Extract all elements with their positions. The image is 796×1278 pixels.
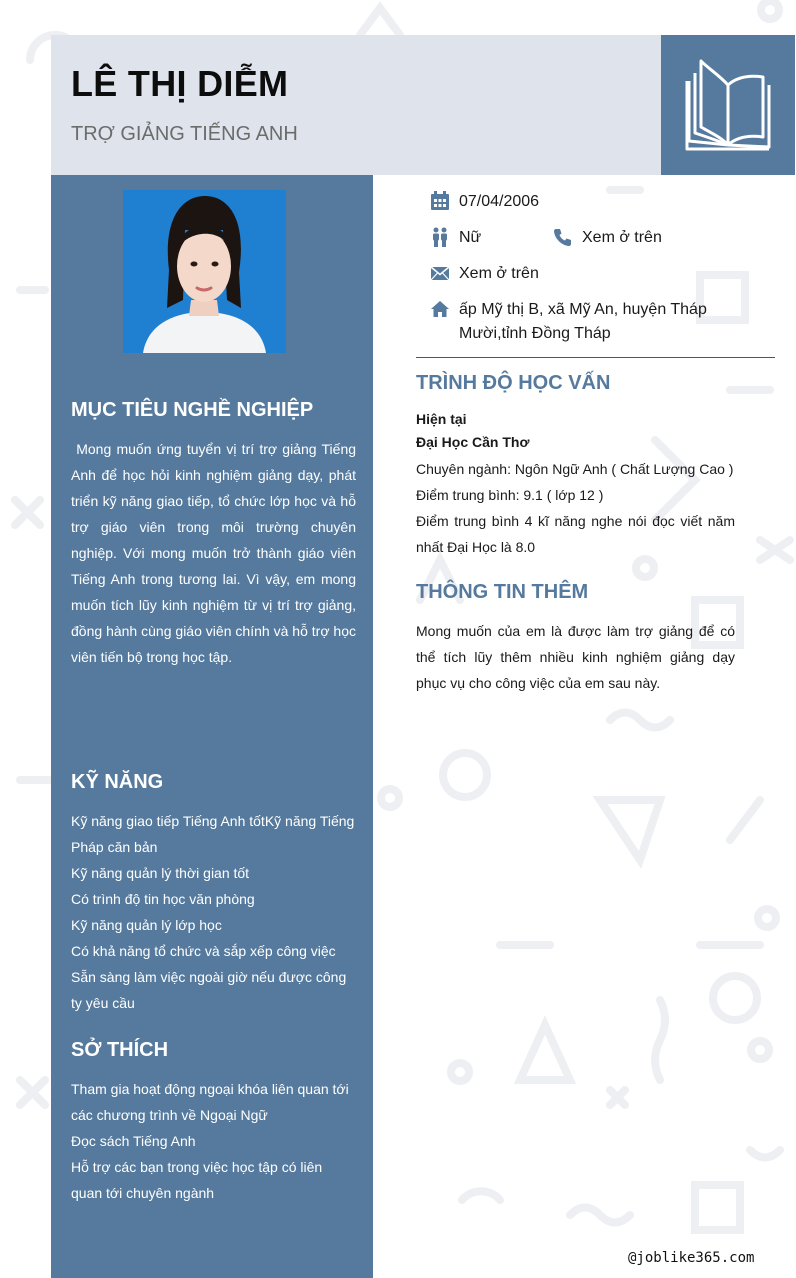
education-period: Hiện tại	[416, 411, 467, 427]
section-divider	[416, 357, 775, 358]
education-gpa: Điểm trung bình: 9.1 ( lớp 12 )	[416, 487, 604, 503]
education-school: Đại Học Cần Thơ	[416, 434, 530, 450]
address-row	[430, 298, 775, 346]
phone-icon	[553, 227, 573, 247]
email-row	[430, 262, 539, 286]
additional-info-heading: THÔNG TIN THÊM	[416, 581, 589, 603]
profile-photo	[123, 190, 286, 353]
gender-icon	[430, 227, 450, 247]
list-item: Có trình độ tin học văn phòng	[71, 891, 255, 907]
header-icon-box	[661, 35, 795, 175]
career-objective-heading: MỤC TIÊU NGHỀ NGHIỆP	[71, 399, 314, 421]
phone-row	[553, 226, 662, 250]
hobbies-list	[71, 1076, 356, 1206]
candidate-name: LÊ THỊ DIỄM	[71, 63, 289, 104]
hobbies-section	[71, 1039, 356, 1206]
birthdate-row	[430, 190, 539, 214]
education-major: Chuyên ngành: Ngôn Ngữ Anh ( Chất Lượng Cao )	[416, 461, 734, 477]
list-item: Sẵn sàng làm việc ngoài giờ nếu được công ty yêu cầu	[71, 969, 347, 1011]
left-sidebar	[51, 175, 373, 1278]
home-icon	[430, 299, 450, 319]
open-book-icon	[681, 57, 775, 151]
skills-section	[71, 771, 356, 1016]
envelope-icon	[430, 263, 450, 283]
skills-heading: KỸ NĂNG	[71, 771, 164, 793]
list-item: Kỹ năng quản lý lớp học	[71, 917, 222, 933]
list-item: Kỹ năng quản lý thời gian tốt	[71, 865, 250, 881]
avatar	[123, 190, 286, 353]
birthdate-value: 07/04/2006	[459, 193, 540, 210]
career-objective-section	[71, 399, 360, 670]
education-heading: TRÌNH ĐỘ HỌC VẤN	[416, 372, 611, 394]
address-value: ấp Mỹ thị B, xã Mỹ An, huyện Tháp Mười,tỉnh Đồng Tháp	[459, 301, 707, 342]
site-watermark: @joblike365.com	[628, 1250, 755, 1266]
skills-list	[71, 808, 356, 1016]
education-section	[416, 408, 735, 560]
list-item: Hỗ trợ các bạn trong việc học tập có liên quan tới chuyên ngành	[71, 1159, 323, 1201]
hobbies-heading: SỞ THÍCH	[71, 1039, 169, 1061]
list-item: Kỹ năng giao tiếp Tiếng Anh tốtKỹ năng Tiếng Pháp căn bản	[71, 813, 355, 855]
list-item: Tham gia hoạt động ngoại khóa liên quan tới các chương trình về Ngoại Ngữ	[71, 1081, 349, 1123]
list-item: Đọc sách Tiếng Anh	[71, 1133, 196, 1149]
job-title: TRỢ GIẢNG TIẾNG ANH	[71, 123, 298, 145]
list-item: Có khả năng tổ chức và sắp xếp công việc	[71, 943, 336, 959]
calendar-icon	[430, 191, 450, 211]
gender-row	[430, 226, 481, 250]
additional-info-text: Mong muốn của em là được làm trợ giảng để có thể tích lũy thêm nhiều kinh nghiệm giảng dạy phục vụ cho công việc của em sau này.	[416, 623, 735, 691]
email-value: Xem ở trên	[459, 265, 539, 282]
gender-value: Nữ	[459, 229, 482, 246]
header-banner	[51, 35, 661, 175]
education-skills-score: Điểm trung bình 4 kĩ năng nghe nói đọc viết năm nhất Đại Học là 8.0	[416, 513, 735, 555]
career-objective-text: Mong muốn ứng tuyển vị trí trợ giảng Tiếng Anh để học hỏi kinh nghiệm giảng dạy, phát triển kỹ năng giao tiếp, tổ chức lớp học và hỗ trợ giáo viên trong môi trường chuyên nghiệp. Với mong muốn trở thành giáo viên Tiếng Anh trong tương lai. Vì vậy, em mong muốn tích lũy kinh nghiệm từ vị trí trợ giảng, đồng hành cùng giáo viên chính và hỗ trợ học viên tiến bộ trong học tập.	[71, 441, 360, 665]
phone-value: Xem ở trên	[582, 229, 662, 246]
